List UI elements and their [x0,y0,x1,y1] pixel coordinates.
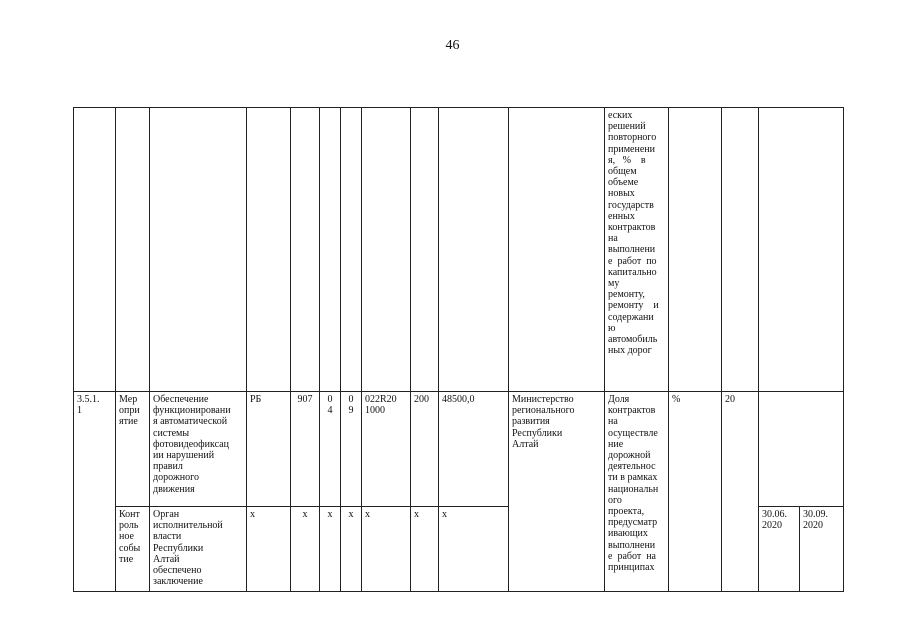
cell-event-budget: х [247,507,291,592]
cell-pr-empty [341,108,362,392]
cell-measure-dates-empty [759,392,844,507]
cell-event-pr: х [341,507,362,592]
cell-type-empty [116,108,150,392]
cell-event-rz: х [320,507,341,592]
cell-measure-number: 3.5.1. 1 [74,392,116,592]
table-row-continuation [74,108,844,392]
cell-vr-empty [411,108,439,392]
cell-measure-csr: 022R20 1000 [362,392,411,507]
cell-measure-grbs: 907 [291,392,320,507]
cell-amount-empty [439,108,509,392]
cell-grbs-empty [291,108,320,392]
cell-event-vr: х [411,507,439,592]
cell-event-date-start: 30.06. 2020 [759,507,800,592]
cell-measure-pr: 0 9 [341,392,362,507]
cell-measure-unit: % [669,392,722,592]
cell-measure-vr: 200 [411,392,439,507]
cell-event-grbs: х [291,507,320,592]
cell-measure-amount: 48500,0 [439,392,509,507]
cell-event-amount: х [439,507,509,592]
cell-measure-rz: 0 4 [320,392,341,507]
cell-measure-indicator: Доля контрактов на осуществле ние дорожной деятельнос ти в рамках национальн ого проекта, предусматр ивающих выполнени е работ на принципах [605,392,669,592]
cell-name-empty [150,108,247,392]
cell-executor-empty [509,108,605,392]
page-number: 46 [445,38,460,53]
cell-value-empty [722,108,759,392]
cell-measure-budget: РБ [247,392,291,507]
cell-measure-executor: Министерство регионального развития Республики Алтай [509,392,605,592]
cell-event-name: Орган исполнительной власти Республики Алтай обеспечено заключение [150,507,247,592]
table-row-measure [74,392,844,507]
cell-rz-empty [320,108,341,392]
cell-csr-empty [362,108,411,392]
cell-measure-type: Мер опри ятие [116,392,150,507]
cell-number-empty [74,108,116,392]
program-table [73,107,844,592]
cell-event-type: Конт роль ное собы тие [116,507,150,592]
cell-indicator-continued: еских решений повторного применени я, % в общем объеме новых государств енных контрактов на выполнени е работ по капитально му ремонту, ремонту и содержани ю автомобиль ных дорог [605,108,669,392]
cell-dates-empty [759,108,844,392]
cell-measure-name: Обеспечение функционировани я автоматической системы фотовидеофиксац ии нарушений правил дорожного движения [150,392,247,507]
cell-measure-value: 20 [722,392,759,592]
cell-event-csr: х [362,507,411,592]
cell-unit-empty [669,108,722,392]
cell-event-date-end: 30.09. 2020 [800,507,844,592]
cell-budget-empty [247,108,291,392]
